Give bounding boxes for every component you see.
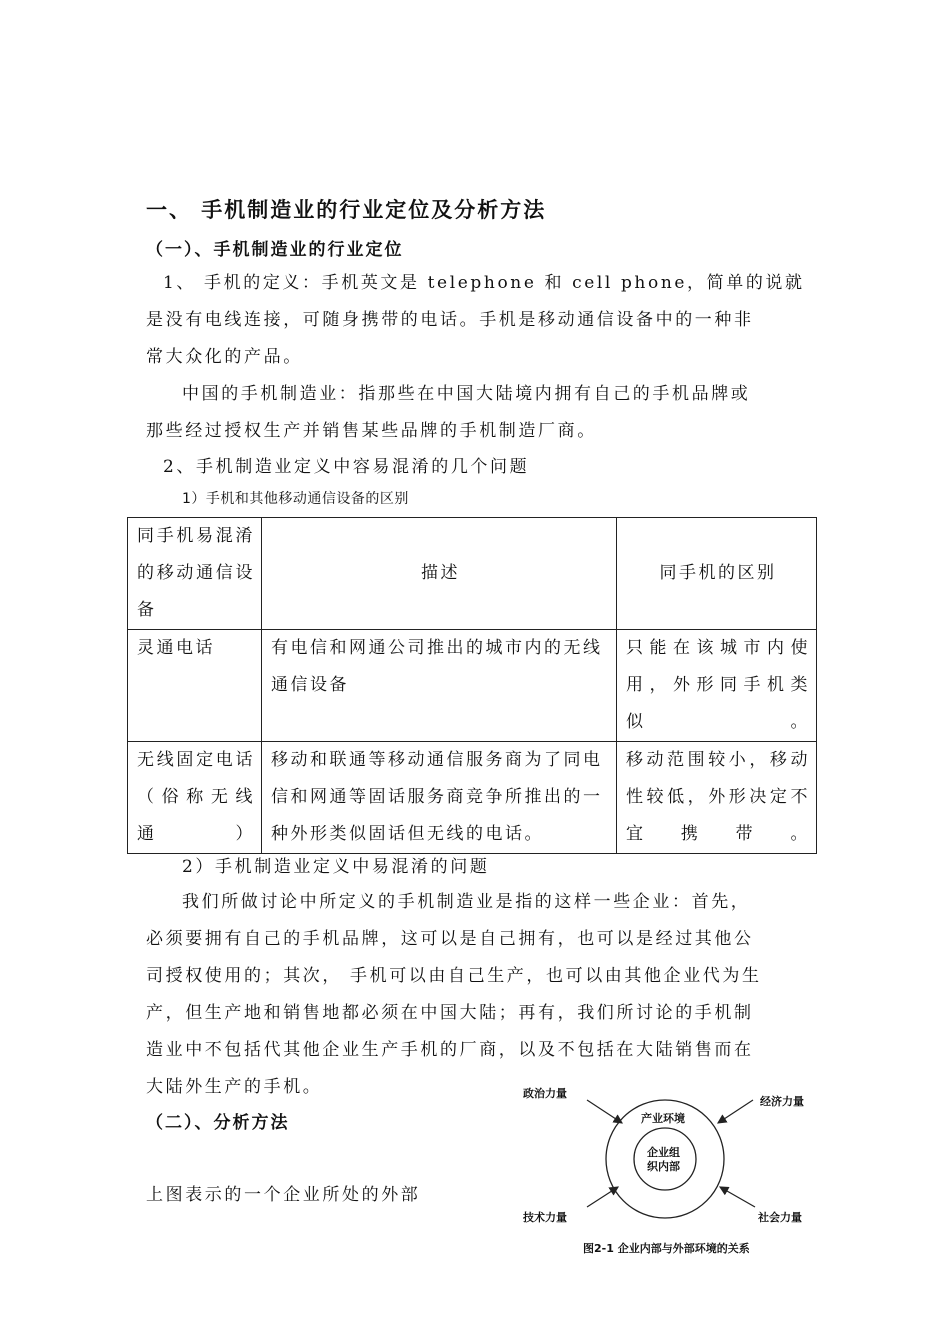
organization-label-line-2: 织内部: [647, 1160, 680, 1173]
sub-heading-2: 2）手机制造业定义中易混淆的问题: [182, 857, 490, 877]
table-header-cell: 描述: [262, 518, 617, 630]
table-cell: 移动和联通等移动通信服务商为了同电信和网通等固话服务商竞争所推出的一种外形类似固话但无线的电话。: [262, 742, 617, 854]
para2-line-2: 那些经过授权生产并销售某些品牌的手机制造厂商。: [146, 421, 597, 441]
table-header-cell: 同手机的区别: [617, 518, 817, 630]
table-header-cell: 同手机易混淆的移动通信设备: [128, 518, 262, 630]
social-force-label: 社会力量: [758, 1211, 802, 1224]
table-cell: 有电信和网通公司推出的城市内的无线通信设备: [262, 630, 617, 742]
para3-line-1: 我们所做讨论中所定义的手机制造业是指的这样一些企业：首先，: [182, 892, 751, 912]
table-header-row: [128, 518, 817, 630]
para3-line-4: 产，但生产地和销售地都必须在中国大陆；再有，我们所讨论的手机制: [146, 1003, 754, 1023]
technology-force-label: 技术力量: [523, 1211, 567, 1224]
comparison-table: [127, 517, 817, 854]
technology-arrow: [587, 1187, 618, 1207]
para1-line-2: 是没有电线连接，可随身携带的电话。手机是移动通信设备中的一种非: [146, 310, 754, 330]
para1-line-3: 常大众化的产品。: [146, 347, 303, 367]
table-cell: 只能在该城市内使用，外形同手机类似。: [617, 630, 817, 742]
subsection-heading-positioning: （一）、手机制造业的行业定位: [146, 240, 404, 260]
economic-arrow: [718, 1100, 753, 1123]
industry-environment-label: 产业环境: [641, 1112, 685, 1125]
para2-line-1: 中国的手机制造业：指那些在中国大陆境内拥有自己的手机品牌或: [182, 384, 751, 404]
section-heading-1: 一、 手机制造业的行业定位及分析方法: [146, 198, 547, 222]
table-cell: 移动范围较小，移动性较低，外形决定不宜携带。: [617, 742, 817, 854]
sub-heading-1: 1）手机和其他移动通信设备的区别: [182, 491, 409, 507]
subsection-heading-method: （二）、分析方法: [146, 1113, 290, 1133]
item-2-heading: 2、手机制造业定义中容易混淆的几个问题: [163, 457, 530, 477]
table-cell: 无线固定电话（俗称无线通）: [128, 742, 262, 854]
organization-label-line-1: 企业组: [647, 1146, 680, 1159]
para3-line-6: 大陆外生产的手机。: [146, 1077, 323, 1097]
social-arrow: [720, 1187, 755, 1207]
table-row: [128, 742, 817, 854]
para3-line-5: 造业中不包括代其他企业生产手机的厂商，以及不包括在大陆销售而在: [146, 1040, 754, 1060]
para3-line-2: 必须要拥有自己的手机品牌，这可以是自己拥有，也可以是经过其他公: [146, 929, 754, 949]
table-cell: 灵通电话: [128, 630, 262, 742]
figure-caption: 图2-1 企业内部与外部环境的关系: [583, 1242, 750, 1255]
para1-line-1: 1、 手机的定义：手机英文是 telephone 和 cell phone，简单的说就: [163, 273, 805, 293]
political-force-label: 政治力量: [523, 1087, 567, 1100]
political-arrow: [587, 1100, 622, 1123]
economic-force-label: 经济力量: [760, 1095, 804, 1108]
environment-figure: [515, 1075, 815, 1265]
para3-line-3: 司授权使用的；其次， 手机可以由自己生产，也可以由其他企业代为生: [146, 966, 762, 986]
table-row: [128, 630, 817, 742]
para4: 上图表示的一个企业所处的外部: [146, 1185, 421, 1205]
